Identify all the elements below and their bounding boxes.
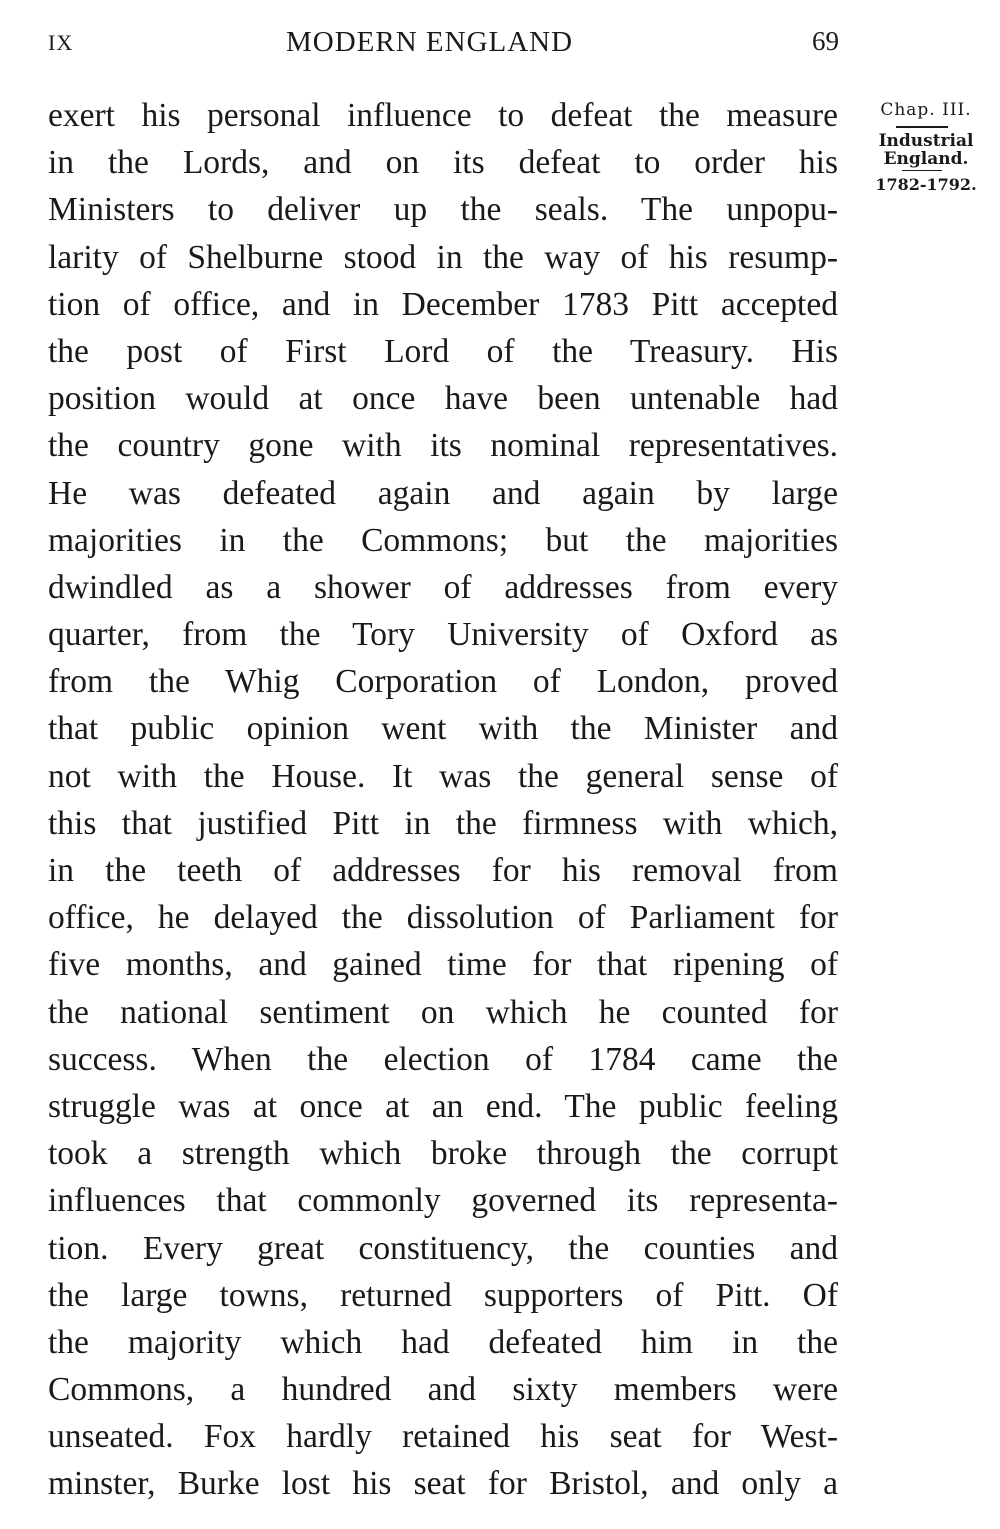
margin-chapter: Chap. III. xyxy=(880,100,972,120)
text-line: that public opinion went with the Minister and xyxy=(48,710,838,748)
margin-note xyxy=(858,100,986,194)
text-line: the country gone with its nominal representatives. xyxy=(48,427,838,465)
text-line: unseated. Fox hardly retained his seat for West- xyxy=(48,1418,838,1456)
chapter-numeral: IX xyxy=(48,30,74,55)
text-line: the national sentiment on which he counted for xyxy=(48,993,838,1031)
margin-dates: 1782-1792. xyxy=(875,175,977,194)
text-line: this that justified Pitt in the firmness with which, xyxy=(48,804,838,842)
text-line: tion. Every great constituency, the counties and xyxy=(48,1229,838,1267)
text-line: the post of First Lord of the Treasury. His xyxy=(48,332,838,370)
text-line: the large towns, returned supporters of Pitt. Of xyxy=(48,1276,838,1314)
margin-rule xyxy=(896,126,948,128)
text-line: Ministers to deliver up the seals. The unpopu- xyxy=(48,191,838,229)
text-line: Commons, a hundred and sixty members were xyxy=(48,1371,838,1409)
text-line: position would at once have been untenable had xyxy=(48,380,838,418)
text-line: influences that commonly governed its representa- xyxy=(48,1182,838,1220)
text-line: five months, and gained time for that ripening of xyxy=(48,946,838,984)
text-line: dwindled as a shower of addresses from every xyxy=(48,568,838,606)
book-title: MODERN ENGLAND xyxy=(286,26,574,58)
text-line: from the Whig Corporation of London, proved xyxy=(48,663,838,701)
text-line: struggle was at once at an end. The public feeling xyxy=(48,1087,838,1125)
text-line: majorities in the Commons; but the majorities xyxy=(48,521,838,559)
body-text xyxy=(48,92,838,1508)
text-line: tion of office, and in December 1783 Pitt accepted xyxy=(48,285,838,323)
margin-section-line-2: England. xyxy=(883,149,969,169)
text-line: not with the House. It was the general sense of xyxy=(48,757,838,795)
page-number: 69 xyxy=(812,26,839,56)
margin-short-rule xyxy=(902,170,942,171)
margin-section-line-1: Industrial xyxy=(878,131,974,151)
text-line: minster, Burke lost his seat for Bristol, and only a xyxy=(48,1465,838,1503)
running-head xyxy=(0,22,1000,62)
text-line: He was defeated again and again by large xyxy=(48,474,838,512)
text-line: exert his personal influence to defeat the measure xyxy=(48,97,838,134)
text-line: took a strength which broke through the corrupt xyxy=(48,1135,838,1173)
text-line: in the Lords, and on its defeat to order his xyxy=(48,144,838,182)
text-line: in the teeth of addresses for his removal from xyxy=(48,852,838,889)
text-line: the majority which had defeated him in the xyxy=(48,1323,838,1361)
text-line: larity of Shelburne stood in the way of his resump- xyxy=(48,238,838,276)
text-line: quarter, from the Tory University of Oxford as xyxy=(48,616,838,654)
text-line: office, he delayed the dissolution of Parliament for xyxy=(48,899,838,937)
text-line: success. When the election of 1784 came the xyxy=(48,1040,838,1078)
